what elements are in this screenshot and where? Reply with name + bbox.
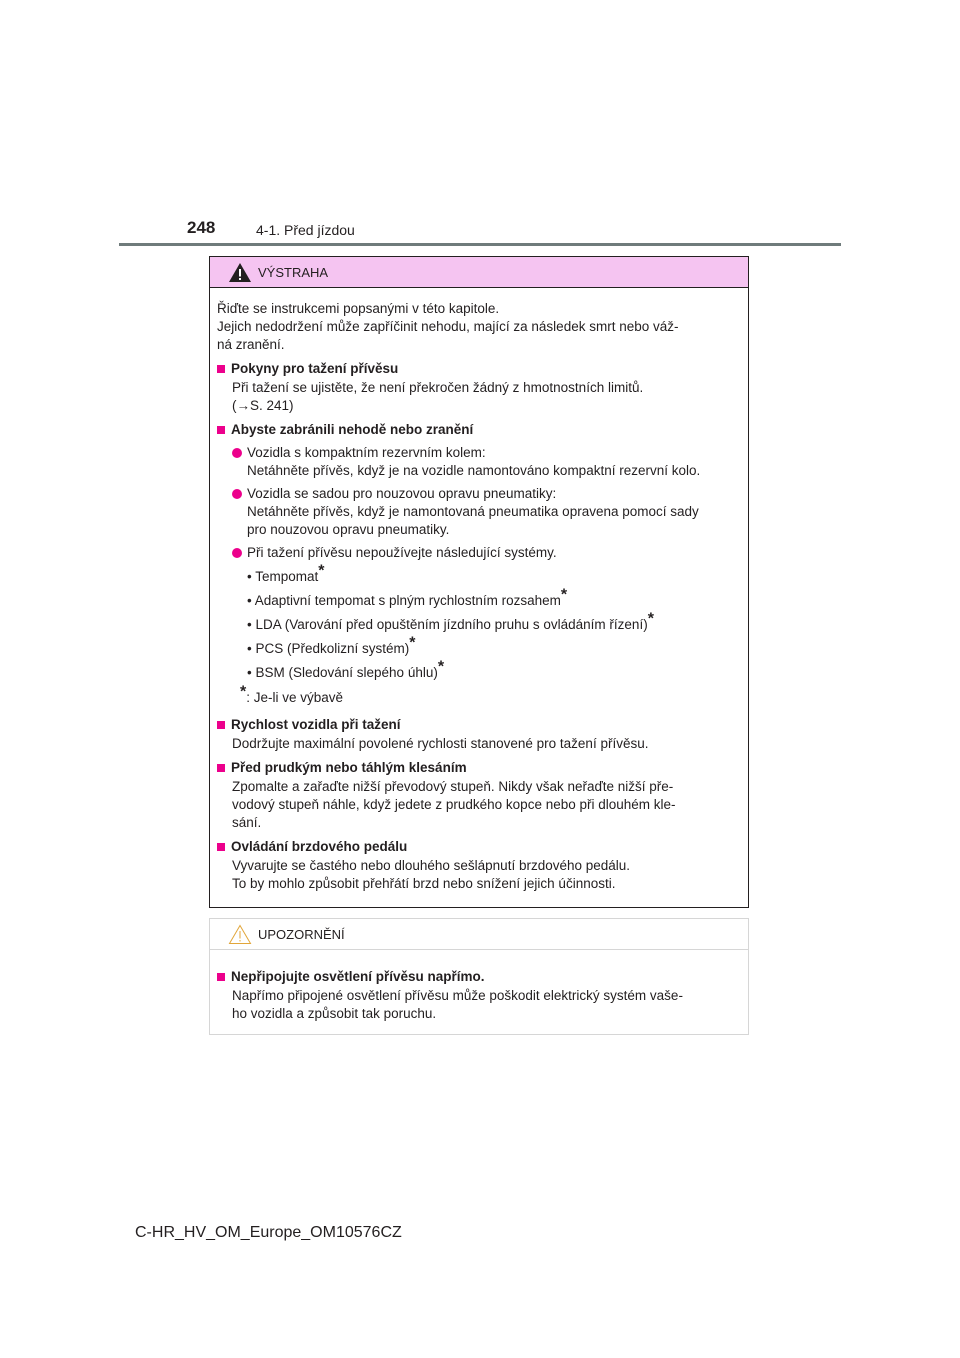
round-bullet-icon <box>232 448 242 458</box>
warning-intro <box>217 300 743 354</box>
system-name: • BSM (Sledování slepého úhlu) <box>247 665 438 680</box>
system-item <box>247 586 743 610</box>
section-heading <box>217 968 743 986</box>
heading-text: Před prudkým nebo táhlým klesáním <box>231 760 467 775</box>
asterisk-mark: * <box>318 562 325 580</box>
list-item <box>232 444 743 480</box>
intro-line: Jejich nedodržení může zapříčinit nehodu, mající za následek smrt nebo váž- <box>217 319 679 334</box>
section-text <box>232 379 743 415</box>
notice-box <box>209 918 749 1035</box>
section-heading <box>217 838 743 856</box>
text-line: To by mohlo způsobit přehřátí brzd nebo snížení jejich účinnosti. <box>232 876 616 891</box>
list-item <box>232 485 743 539</box>
intro-line: ná zranění. <box>217 337 285 352</box>
page-number: 248 <box>187 218 216 237</box>
text-line: Netáhněte přívěs, když je na vozidle namontováno kompaktní rezervní kolo. <box>247 463 701 478</box>
square-bullet-icon <box>217 426 225 434</box>
text-line: Při tažení se ujistěte, že není překročen žádný z hmotnostních limitů. <box>232 380 644 395</box>
text-line: Vyvarujte se častého nebo dlouhého sešlápnutí brzdového pedálu. <box>232 858 631 873</box>
square-bullet-icon <box>217 764 225 772</box>
section-heading <box>217 716 743 734</box>
warning-box <box>209 256 749 908</box>
section-text <box>232 857 743 893</box>
header-rule <box>119 243 841 246</box>
text-line: Při tažení přívěsu nepoužívejte následující systémy. <box>247 545 557 560</box>
list-item <box>232 544 743 562</box>
system-item <box>247 610 743 634</box>
square-bullet-icon <box>217 365 225 373</box>
caution-triangle-icon <box>228 924 252 945</box>
notice-body <box>210 950 748 1023</box>
heading-text: Abyste zabránili nehodě nebo zranění <box>231 422 474 437</box>
asterisk-mark: * <box>647 610 654 628</box>
footnote-text: : Je-li ve výbavě <box>246 690 344 705</box>
square-bullet-icon <box>217 973 225 981</box>
warning-body <box>210 288 748 893</box>
document-code: C-HR_HV_OM_Europe_OM10576CZ <box>135 1224 402 1241</box>
warning-header <box>210 257 748 288</box>
intro-line: Řiďte se instrukcemi popsanými v této kapitole. <box>217 301 500 316</box>
text-line: Dodržujte maximální povolené rychlosti stanovené pro tažení přívěsu. <box>232 736 649 751</box>
heading-text: Pokyny pro tažení přívěsu <box>231 361 399 376</box>
section-heading <box>217 759 743 777</box>
text-line: pro nouzovou opravu pneumatiky. <box>247 522 450 537</box>
round-bullet-icon <box>232 489 242 499</box>
text-line: Napřímo připojené osvětlení přívěsu může poškodit elektrický systém vaše- <box>232 988 683 1003</box>
notice-title: UPOZORNĚNÍ <box>258 926 345 942</box>
section-title: 4-1. Před jízdou <box>256 222 355 238</box>
system-item <box>247 658 743 682</box>
heading-text: Nepřipojujte osvětlení přívěsu napřímo. <box>231 969 485 984</box>
round-bullet-icon <box>232 548 242 558</box>
warning-triangle-icon <box>228 262 252 283</box>
system-name: • Tempomat <box>247 569 319 584</box>
square-bullet-icon <box>217 721 225 729</box>
heading-text: Ovládání brzdového pedálu <box>231 839 408 854</box>
system-name: • LDA (Varování před opuštěním jízdního pruhu s ovládáním řízení) <box>247 617 648 632</box>
section-heading <box>217 360 743 378</box>
section-heading <box>217 421 743 439</box>
page-reference: (→S. 241) <box>232 398 294 413</box>
text-line: Vozidla se sadou pro nouzovou opravu pneumatiky: <box>247 486 557 501</box>
asterisk-mark: * <box>240 683 247 701</box>
heading-text: Rychlost vozidla při tažení <box>231 717 401 732</box>
system-item <box>247 562 743 586</box>
asterisk-mark: * <box>437 658 445 676</box>
square-bullet-icon <box>217 843 225 851</box>
system-item <box>247 634 743 658</box>
notice-header <box>210 919 748 950</box>
text-line: Vozidla s kompaktním rezervním kolem: <box>247 445 486 460</box>
text-line: ho vozidla a způsobit tak poruchu. <box>232 1006 437 1021</box>
warning-title: VÝSTRAHA <box>258 264 329 280</box>
text-line: Zpomalte a zařaďte nižší převodový stupeň. Nikdy však neřaďte nižší pře- <box>232 779 674 794</box>
section-text <box>232 735 743 753</box>
asterisk-mark: * <box>409 634 416 652</box>
system-name: • Adaptivní tempomat s plným rychlostním rozsahem <box>247 593 561 608</box>
system-name: • PCS (Předkolizní systém) <box>247 641 410 656</box>
section-text <box>232 987 743 1023</box>
footnote <box>240 683 743 707</box>
asterisk-mark: * <box>560 586 568 604</box>
text-line: sání. <box>232 815 262 830</box>
text-line: Netáhněte přívěs, když je namontovaná pneumatika opravena pomocí sady <box>247 504 699 519</box>
section-text <box>232 778 743 832</box>
text-line: vodový stupeň náhle, když jedete z prudkého kopce nebo při dlouhém kle- <box>232 797 676 812</box>
